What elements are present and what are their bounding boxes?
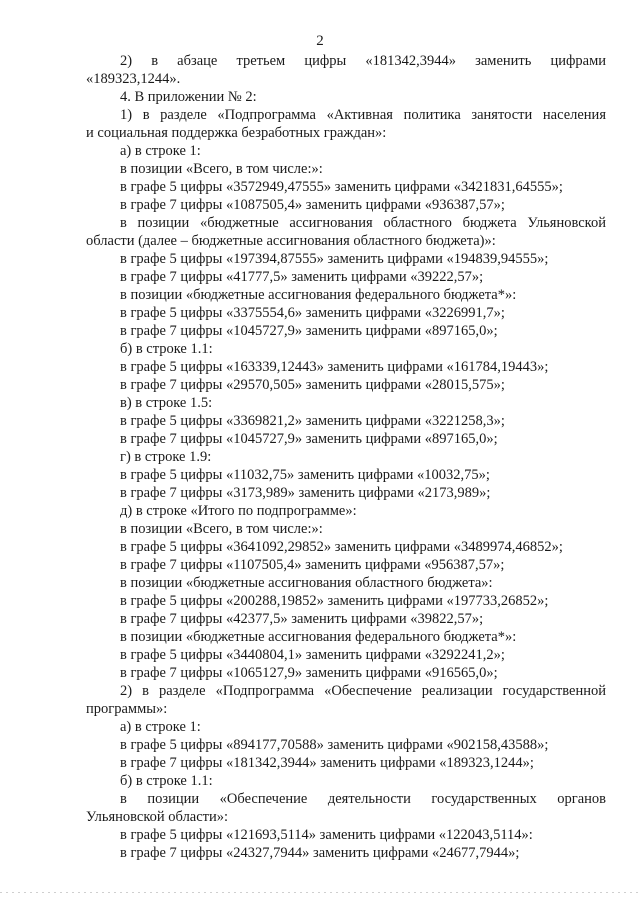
document-line: 4. В приложении № 2:: [120, 89, 257, 105]
document-line: в графе 7 цифры «1107505,4» заменить цифрами «956387,57»;: [120, 557, 505, 573]
document-line: «189323,1244».: [86, 71, 181, 87]
document-line: в графе 7 цифры «42377,5» заменить цифрами «39822,57»;: [120, 611, 484, 627]
document-line: и социальная поддержка безработных граждан»:: [86, 125, 387, 141]
document-line: г) в строке 1.9:: [120, 449, 212, 465]
document-line: Ульяновской области»:: [86, 809, 229, 825]
document-line: в графе 5 цифры «11032,75» заменить цифрами «10032,75»;: [120, 467, 490, 483]
document-line: в позиции «Обеспечение деятельности государственных органов: [120, 791, 606, 807]
document-line: в графе 5 цифры «197394,87555» заменить цифрами «194839,94555»;: [120, 251, 549, 267]
document-line: в графе 7 цифры «29570,505» заменить цифрами «28015,575»;: [120, 377, 505, 393]
document-line: д) в строке «Итого по подпрограмме»:: [120, 503, 357, 519]
document-line: в позиции «Всего, в том числе:»:: [120, 161, 323, 177]
document-line: в графе 5 цифры «121693,5114» заменить цифрами «122043,5114»:: [120, 827, 533, 843]
document-line: в графе 5 цифры «163339,12443» заменить цифрами «161784,19443»;: [120, 359, 549, 375]
document-line: в графе 5 цифры «3641092,29852» заменить цифрами «3489974,46852»;: [120, 539, 563, 555]
document-line: в графе 7 цифры «1045727,9» заменить цифрами «897165,0»;: [120, 323, 498, 339]
document-body: [86, 52, 606, 862]
document-line: программы»:: [86, 701, 168, 717]
document-line: в позиции «бюджетные ассигнования областного бюджета»:: [120, 575, 493, 591]
document-line: в позиции «бюджетные ассигнования федерального бюджета*»:: [120, 287, 517, 303]
document-line: 2) в разделе «Подпрограмма «Обеспечение реализации государственной: [120, 683, 606, 699]
document-line: в графе 5 цифры «3440804,1» заменить цифрами «3292241,2»;: [120, 647, 505, 663]
document-line: в графе 7 цифры «1045727,9» заменить цифрами «897165,0»;: [120, 431, 498, 447]
document-line: 1) в разделе «Подпрограмма «Активная политика занятости населения: [120, 107, 606, 123]
document-line: в графе 7 цифры «1065127,9» заменить цифрами «916565,0»;: [120, 665, 498, 681]
document-line: в позиции «бюджетные ассигнования федерального бюджета*»:: [120, 629, 517, 645]
document-line: а) в строке 1:: [120, 143, 201, 159]
document-line: в графе 7 цифры «24327,7944» заменить цифрами «24677,7944»;: [120, 845, 520, 861]
document-line: в графе 5 цифры «3572949,47555» заменить цифрами «3421831,64555»;: [120, 179, 563, 195]
document-line: в позиции «бюджетные ассигнования областного бюджета Ульяновской: [120, 215, 606, 231]
document-line: 2) в абзаце третьем цифры «181342,3944» заменить цифрами: [120, 53, 606, 69]
document-line: б) в строке 1.1:: [120, 773, 213, 789]
document-line: в графе 5 цифры «3375554,6» заменить цифрами «3226991,7»;: [120, 305, 505, 321]
scan-edge-artifact: [0, 892, 640, 893]
document-line: а) в строке 1:: [120, 719, 201, 735]
document-line: в графе 7 цифры «181342,3944» заменить цифрами «189323,1244»;: [120, 755, 534, 771]
document-line: в графе 7 цифры «3173,989» заменить цифрами «2173,989»;: [120, 485, 491, 501]
document-line: в графе 5 цифры «3369821,2» заменить цифрами «3221258,3»;: [120, 413, 505, 429]
page-number: 2: [316, 33, 324, 49]
document-line: в) в строке 1.5:: [120, 395, 213, 411]
document-line: в графе 7 цифры «1087505,4» заменить цифрами «936387,57»;: [120, 197, 505, 213]
document-line: в графе 5 цифры «894177,70588» заменить цифрами «902158,43588»;: [120, 737, 549, 753]
document-line: в графе 7 цифры «41777,5» заменить цифрами «39222,57»;: [120, 269, 484, 285]
document-line: в графе 5 цифры «200288,19852» заменить цифрами «197733,26852»;: [120, 593, 549, 609]
document-line: в позиции «Всего, в том числе:»:: [120, 521, 323, 537]
document-line: области (далее – бюджетные ассигнования областного бюджета)»:: [86, 233, 496, 249]
document-line: б) в строке 1.1:: [120, 341, 213, 357]
